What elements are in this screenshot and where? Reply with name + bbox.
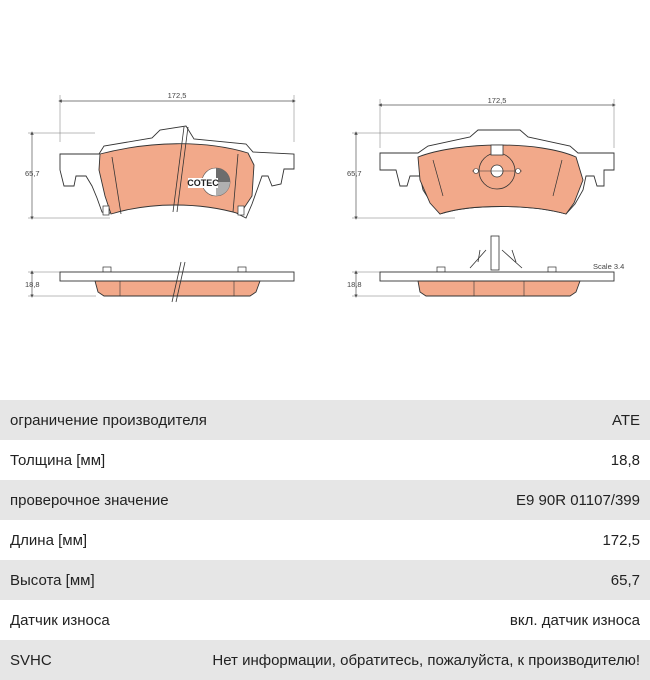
spec-row <box>0 560 650 600</box>
spec-row <box>0 480 650 520</box>
left-front-view <box>25 91 294 218</box>
spec-row <box>0 600 650 640</box>
right-back-view <box>347 96 614 218</box>
spec-label: Датчик износа <box>10 611 110 629</box>
scale-note: Scale 3.4 <box>593 262 625 271</box>
spec-label: Высота [мм] <box>10 571 95 589</box>
right-height-label: 65,7 <box>347 169 362 178</box>
spec-label: Длина [мм] <box>10 531 88 549</box>
spec-label: ограничение производителя <box>10 411 207 429</box>
spec-value: ATE <box>611 411 640 429</box>
spec-value: 172,5 <box>602 531 640 549</box>
spec-value: вкл. датчик износа <box>509 611 640 629</box>
spec-row <box>0 520 650 560</box>
svg-text:COTEC: COTEC <box>187 178 219 188</box>
spec-label: SVHC <box>10 651 52 669</box>
left-height-label: 65,7 <box>25 169 40 178</box>
spec-value: 65,7 <box>610 571 640 589</box>
spec-value: Нет информации, обратитесь, пожалуйста, к производителю! <box>212 651 640 669</box>
spec-row <box>0 400 650 440</box>
spec-label: Толщина [мм] <box>10 451 106 469</box>
spec-value: E9 90R 01107/399 <box>516 491 640 509</box>
left-side-view <box>25 262 294 302</box>
spec-row <box>0 440 650 480</box>
right-width-label: 172,5 <box>487 96 507 105</box>
left-width-label: 172,5 <box>167 91 187 100</box>
specifications-table <box>0 400 650 680</box>
spec-row <box>0 640 650 680</box>
spec-value: 18,8 <box>610 451 640 469</box>
right-side-view <box>347 236 624 296</box>
right-thickness-label: 18,8 <box>347 280 362 289</box>
left-thickness-label: 18,8 <box>25 280 40 289</box>
spec-label: проверочное значение <box>10 491 169 509</box>
